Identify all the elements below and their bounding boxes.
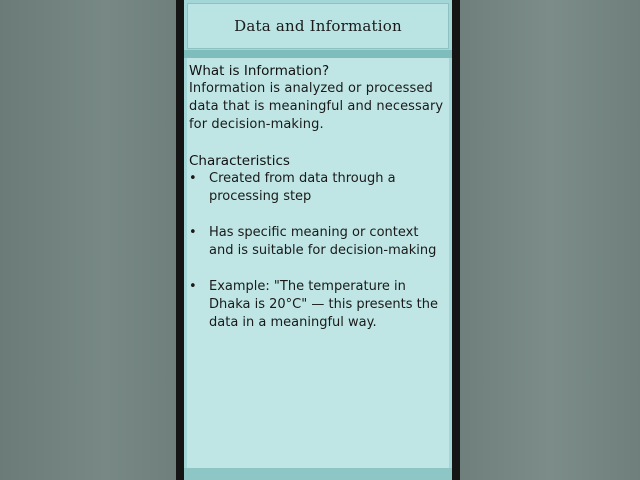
list-item-text: Has specific meaning or context and is suitable for decision-making xyxy=(209,225,437,258)
bottom-band xyxy=(184,468,452,480)
phone-screen xyxy=(184,0,452,480)
header-card xyxy=(187,3,449,49)
question-heading: What is Information? xyxy=(189,63,330,79)
right-background xyxy=(460,0,640,480)
bullet-icon: • xyxy=(189,279,197,294)
bullet-icon: • xyxy=(189,225,197,240)
phone-frame xyxy=(176,0,460,480)
list-item-text: Created from data through a processing step xyxy=(209,171,396,204)
list-item-text: Example: "The temperature in Dhaka is 20°C" — this presents the data in a meaningful way. xyxy=(209,279,439,330)
definition-text: Information is analyzed or processed data that is meaningful and necessary for decision-making. xyxy=(189,81,444,132)
content-card xyxy=(187,58,449,468)
page-title: Data and Information xyxy=(234,17,402,35)
list-item xyxy=(189,224,447,260)
list-item xyxy=(189,278,447,332)
left-background xyxy=(0,0,176,480)
bullet-icon: • xyxy=(189,171,197,186)
characteristics-list xyxy=(189,170,447,332)
list-item xyxy=(189,170,447,206)
header-divider xyxy=(184,50,452,58)
characteristics-heading: Characteristics xyxy=(189,153,290,169)
spacer xyxy=(189,134,447,152)
